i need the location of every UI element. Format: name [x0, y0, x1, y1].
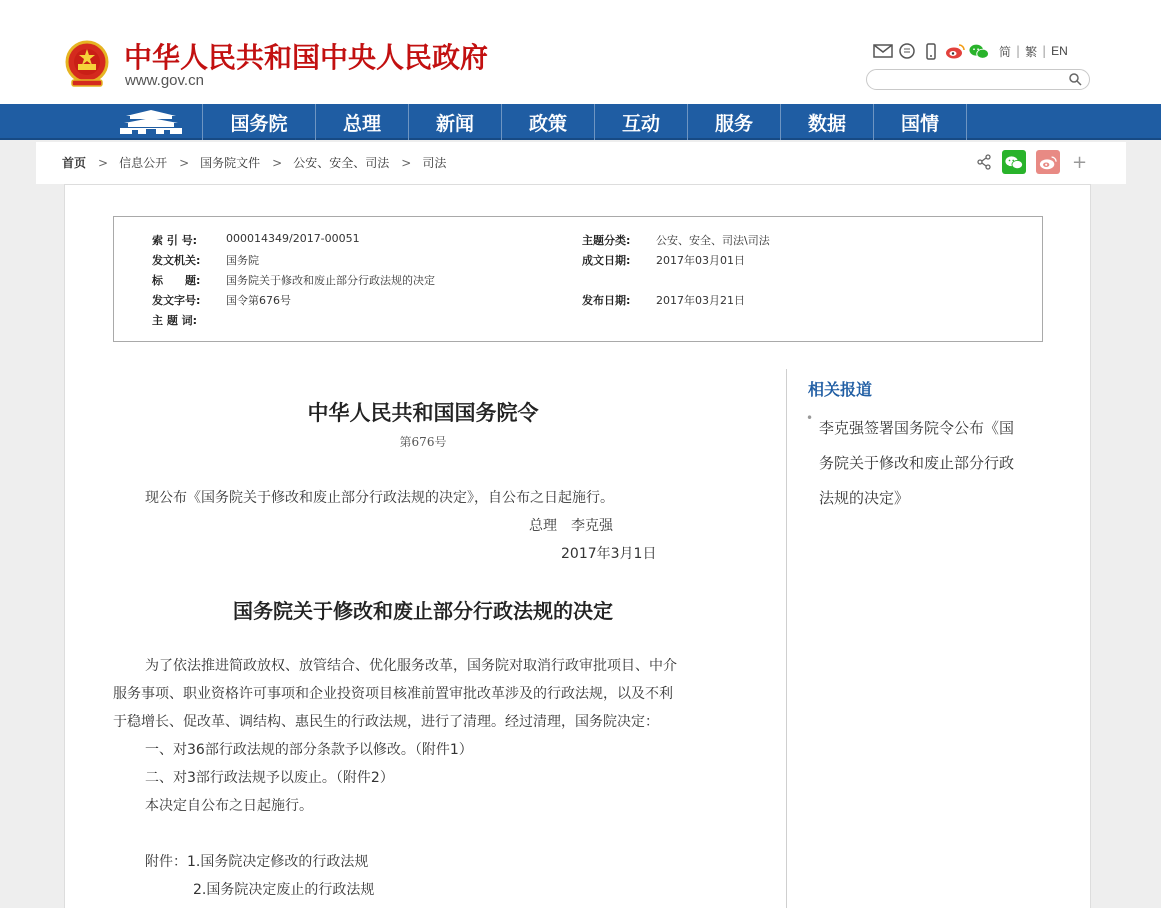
meta-docno-row [152, 292, 291, 308]
share-bar [976, 150, 1087, 174]
weibo-icon[interactable] [945, 42, 965, 60]
related-link-line[interactable]: 务院关于修改和废止部分行政 [819, 454, 1015, 472]
nav-item-interaction[interactable]: 互动 [595, 104, 688, 140]
signing-date: 2017年3月1日 [561, 546, 657, 562]
chevron-right-icon: > [98, 155, 109, 170]
nav-item-policy[interactable]: 政策 [502, 104, 595, 140]
signer: 总理 李克强 [529, 518, 613, 534]
share-icon[interactable] [976, 154, 992, 170]
language-switcher: 简 | 繁 | EN [999, 44, 1068, 59]
lang-traditional[interactable]: 繁 [1025, 44, 1038, 59]
wechat-share-icon[interactable] [1002, 150, 1026, 174]
plus-icon[interactable]: + [1072, 151, 1088, 173]
tiananmen-icon[interactable] [100, 104, 203, 140]
weibo-share-icon[interactable] [1036, 150, 1060, 174]
search-icon[interactable] [1068, 72, 1083, 87]
meta-published-row [582, 292, 745, 308]
breadcrumb-home[interactable]: 首页 [62, 156, 87, 170]
decision-item-2: 二、对3部行政法规予以废止。（附件2） [145, 770, 394, 786]
related-link-line[interactable]: 李克强签署国务院令公布《国 [819, 419, 1015, 437]
meta-docno-value: 国令第676号 [226, 294, 291, 307]
meta-index-value: 000014349/2017-00051 [226, 232, 360, 245]
breadcrumb-judiciary[interactable]: 司法 [422, 156, 447, 170]
lang-english[interactable]: EN [1051, 44, 1068, 58]
order-number: 第676号 [399, 435, 447, 449]
chevron-right-icon: > [179, 155, 190, 170]
meta-issuer-value: 国务院 [226, 254, 259, 267]
nav-item-state-council[interactable]: 国务院 [203, 104, 316, 140]
meta-issuer-row [152, 252, 259, 268]
meta-issuer-key: 发文机关: [152, 254, 201, 267]
nav-item-data[interactable]: 数据 [781, 104, 874, 140]
effective-statement: 本决定自公布之日起施行。 [145, 798, 313, 814]
decision-item-1: 一、对36部行政法规的部分条款予以修改。（附件1） [145, 742, 473, 758]
meta-created-key: 成文日期: [582, 254, 631, 267]
decision-title: 国务院关于修改和废止部分行政法规的决定 [233, 599, 613, 623]
chat-bubble-icon[interactable] [897, 42, 917, 60]
meta-keywords-row [152, 312, 226, 328]
nav-item-services[interactable]: 服务 [688, 104, 781, 140]
bullet-icon: • [806, 411, 814, 425]
nav-item-national-info[interactable]: 国情 [874, 104, 967, 140]
document-metadata-table [113, 216, 1043, 342]
meta-created-row [582, 252, 745, 268]
breadcrumb-public-security[interactable]: 公安、安全、司法 [293, 156, 390, 170]
search-box [866, 69, 1090, 90]
main-nav [0, 104, 1161, 140]
meta-category-value: 公安、安全、司法\司法 [656, 234, 770, 247]
related-report-link[interactable] [819, 411, 1049, 516]
paragraph-line: 于稳增长、促改革、调结构、惠民生的行政法规，进行了清理。经过清理，国务院决定： [113, 714, 659, 730]
nav-item-news[interactable]: 新闻 [409, 104, 502, 140]
site-url[interactable]: www.gov.cn [125, 72, 204, 89]
top-utility-bar [873, 42, 1068, 60]
search-input[interactable] [877, 71, 1057, 88]
chevron-right-icon: > [401, 155, 412, 170]
attachment-2[interactable]: 2.国务院决定废止的行政法规 [193, 882, 375, 898]
meta-index-row [152, 232, 360, 248]
mobile-icon[interactable] [921, 42, 941, 60]
meta-keywords-key: 主 题 词: [152, 314, 198, 327]
meta-published-key: 发布日期: [582, 294, 631, 307]
column-divider [786, 369, 787, 908]
wechat-icon[interactable] [969, 42, 989, 60]
promulgation-text: 现公布《国务院关于修改和废止部分行政法规的决定》，自公布之日起施行。 [145, 490, 614, 506]
meta-docno-key: 发文字号: [152, 294, 201, 307]
meta-title-key: 标 题: [152, 274, 201, 287]
content-panel [64, 184, 1091, 908]
site-title[interactable]: 中华人民共和国中央人民政府 [124, 41, 489, 74]
paragraph-line: 服务事项、职业资格许可事项和企业投资项目核准前置审批改革涉及的行政法规，以及不利 [113, 686, 673, 702]
breadcrumb-state-council-docs[interactable]: 国务院文件 [200, 156, 261, 170]
meta-created-value: 2017年03月01日 [656, 254, 745, 267]
related-reports-title: 相关报道 [808, 380, 873, 399]
order-title: 中华人民共和国国务院令 [307, 400, 539, 425]
paragraph-line: 为了依法推进简政放权、放管结合、优化服务改革，国务院对取消行政审批项目、中介 [145, 658, 677, 674]
meta-category-key: 主题分类: [582, 234, 631, 247]
meta-published-value: 2017年03月21日 [656, 294, 745, 307]
nav-item-premier[interactable]: 总理 [316, 104, 409, 140]
email-icon[interactable] [873, 42, 893, 60]
lang-simplified[interactable]: 简 [999, 44, 1012, 59]
meta-title-row [152, 272, 435, 288]
chevron-right-icon: > [272, 155, 283, 170]
meta-title-value: 国务院关于修改和废止部分行政法规的决定 [226, 274, 435, 287]
national-emblem-icon[interactable] [64, 40, 110, 88]
nav-items [203, 104, 967, 140]
related-link-line[interactable]: 法规的决定》 [819, 489, 910, 507]
breadcrumb-bar [36, 142, 1126, 184]
meta-index-key: 索 引 号: [152, 234, 198, 247]
breadcrumb-info-disclosure[interactable]: 信息公开 [119, 156, 168, 170]
meta-category-row [582, 232, 770, 248]
breadcrumb [62, 154, 446, 171]
attachment-1[interactable]: 附件：1.国务院决定修改的行政法规 [145, 854, 369, 870]
site-header [0, 0, 1161, 104]
